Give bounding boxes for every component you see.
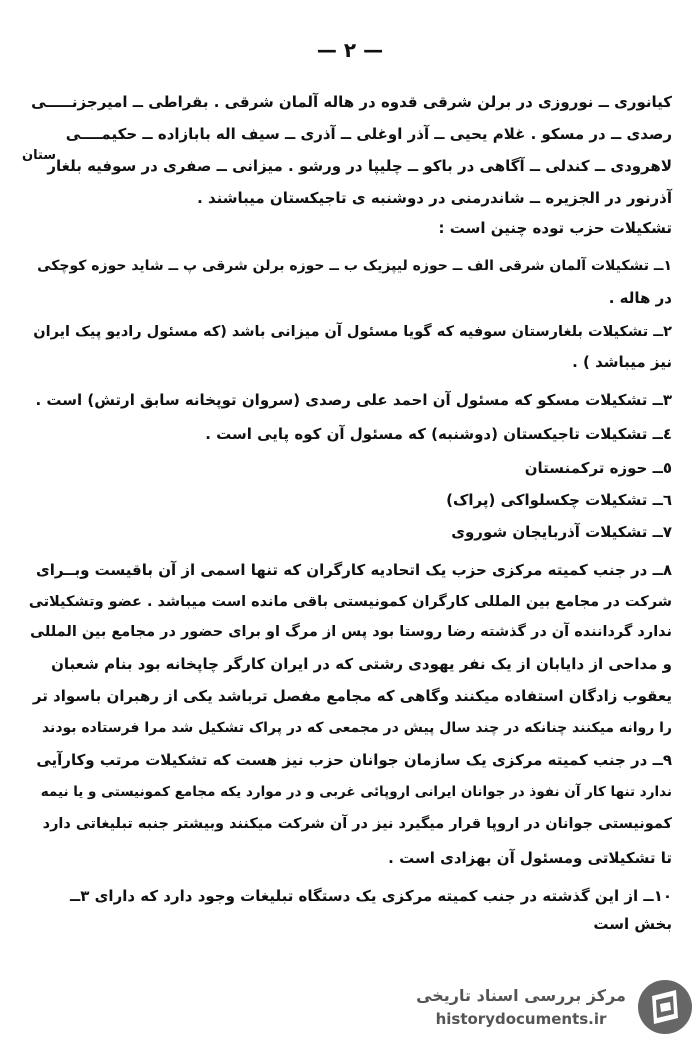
margin-note: ستان [22, 148, 57, 163]
document-line: تشکیلات حزب توده چنین است : [438, 219, 672, 237]
document-line: ١٠ــ از این گذشته در جنب کمیته مرکزی یک دستگاه تبلیغات وجود دارد که دارای ٣ــ [70, 887, 672, 905]
document-line: یعقوب زادگان استفاده میکنند وگاهی که مجامع مفصل ترباشد یکی از رهبران باسواد تر [32, 687, 672, 705]
watermark-stamp [410, 976, 695, 1038]
document-line: شرکت در مجامع بین المللی کارگران کمونیستی باقی مانده است میباشد . عضو وتشکیلاتی [28, 594, 672, 610]
document-line: آذرنور در الجزیره ــ شاندرمنی در دوشنبه ی تاجیکستان میباشند . [197, 189, 672, 207]
document-line: رصدی ــ در مسکو . غلام یحیی ــ آذر اوغلی ــ آذری ــ سیف اله بابازاده ــ حکیمــــی [65, 125, 672, 143]
document-line: کیانوری ــ نوروزی در برلن شرقی قدوه در هاله آلمان شرقی . بقراطی ــ امیرجزنـــــی [31, 93, 672, 111]
document-line: نیز میباشد ) . [572, 353, 672, 371]
document-line: ندارد گرداننده آن در گذشته رضا روستا بود پس از مرگ او برای حضور در مجامع بین المللی [30, 624, 672, 640]
document-line: ٤ــ تشکیلات تاجیکستان (دوشنبه) که مسئول آن کوه پایی است . [205, 425, 672, 443]
document-line: ٥ــ حوزه ترکمنستان [524, 459, 672, 477]
document-line: ١ــ تشکیلات آلمان شرقی الف ــ حوزه لیپزیک ب ــ حوزه برلن شرقی پ ــ شاید حوزه کوچکی [37, 258, 672, 274]
document-line: لاهرودی ــ کندلی ــ آگاهی در باکو ــ چلیپا در ورشو . میزانی ــ صفری در سوفیه بلغار [47, 157, 672, 175]
document-line: را روانه میکنند چنانکه در چند سال پیش در مجمعی که در پراک تشکیل شد مرا فرستاده بودند [41, 720, 672, 736]
watermark-url: historydocuments.ir [435, 1010, 607, 1028]
document-line: ٣ــ تشکیلات مسکو که مسئول آن احمد علی رصدی (سروان توپخانه سابق ارتش) است . [35, 391, 672, 409]
document-line: بخش است [593, 915, 672, 933]
document-line: ٩ــ در جنب کمیته مرکزی یک سازمان جوانان حزب نیز هست که تشکیلات مرتب وکارآیی [36, 751, 672, 769]
page-number: — ٢ — [316, 38, 384, 62]
document-line: ٨ــ در جنب کمیته مرکزی حزب یک اتحادیه کارگران که تنها اسمی از آن باقیست وبــرای [35, 561, 672, 579]
document-line: ٢ــ تشکیلات بلغارستان سوفیه که گویا مسئول آن میزانی باشد (که مسئول رادیو پیک ایران [33, 324, 672, 340]
document-line: تا تشکیلاتی ومسئول آن بهزادی است . [388, 849, 672, 867]
document-line: کمونیستی جوانان در اروپا قرار میگیرد نیز در آن شرکت میکنند وبیشتر جنبه تبلیغاتی دارد [42, 816, 672, 832]
document-line: ٦ــ تشکیلات چکسلواکی (پراک) [446, 491, 672, 509]
archive-logo-icon [636, 978, 694, 1036]
document-line: ٧ــ تشکیلات آذربایجان شوروی [451, 523, 672, 541]
watermark-title: مرکز بررسی اسناد تاریخی [416, 986, 626, 1005]
document-line: در هاله . [608, 289, 672, 307]
document-line: ندارد تنها کار آن نفوذ در جوانان ایرانی اروپائی غربی و در موارد یکه مجامع کمونیستی و یا نیمه [40, 784, 672, 800]
document-line: و مداحی از دایابان از یک نفر یهودی رشتی که در ایران کارگر چاپخانه بود بنام شعبان [51, 655, 672, 673]
